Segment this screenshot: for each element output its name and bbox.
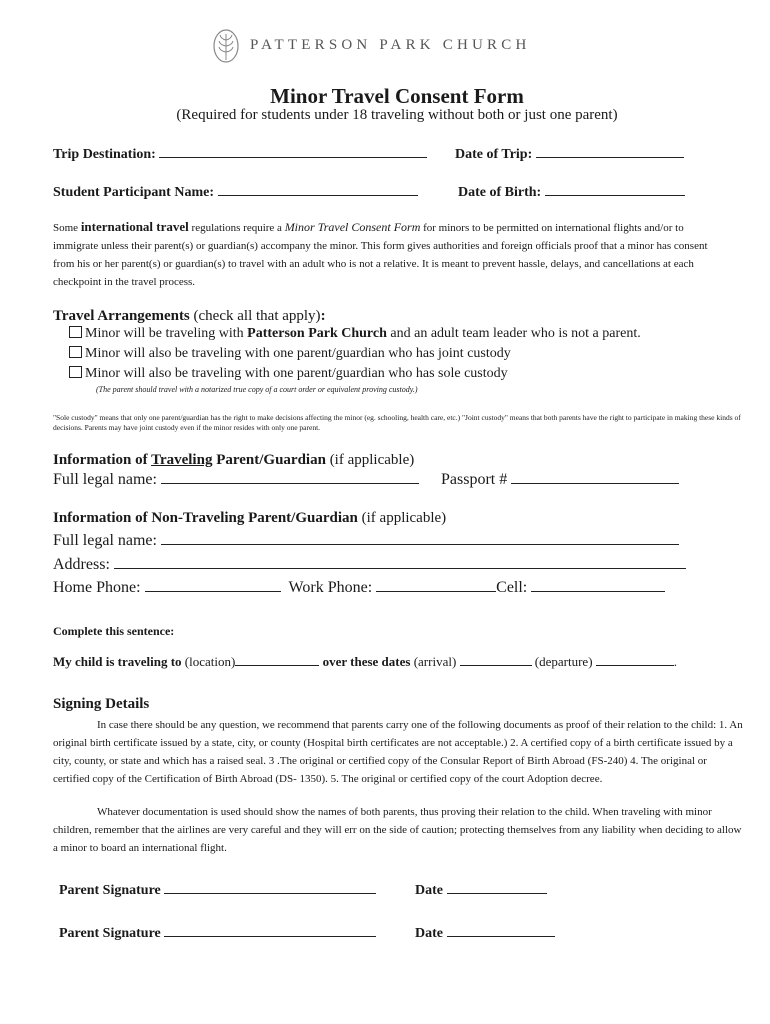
dob-label: Date of Birth: (458, 185, 542, 200)
cell-field[interactable] (531, 579, 665, 592)
checkbox-sole-custody[interactable] (69, 366, 82, 378)
trip-date-label: Date of Trip: (455, 147, 533, 162)
traveling-parent-heading: Information of Traveling Parent/Guardian (if applicable) (53, 452, 415, 468)
option-sole-custody[interactable]: Minor will also be traveling with one parent/guardian who has sole custody (69, 366, 508, 382)
student-name-label: Student Participant Name: (53, 185, 214, 200)
option-church-leader[interactable]: Minor will be traveling with Patterson Park Church and an adult team leader who is not a parent. (69, 326, 641, 342)
date-1-label: Date (415, 883, 443, 898)
work-phone-label: Work Phone: (288, 579, 373, 596)
parent-signature-2-field[interactable] (164, 924, 376, 937)
option-joint-custody[interactable]: Minor will also be traveling with one parent/guardian who has joint custody (69, 346, 511, 362)
date-1-field[interactable] (447, 881, 547, 894)
traveling-parent-name-row (53, 471, 419, 489)
signing-details-heading: Signing Details (53, 696, 150, 712)
non-traveling-name-row (53, 532, 679, 550)
location-field[interactable] (235, 653, 319, 666)
complete-sentence-label: Complete this sentence: (53, 624, 175, 638)
departure-field[interactable] (596, 653, 674, 666)
parent-signature-1-field[interactable] (164, 881, 376, 894)
date-2-row (415, 924, 555, 942)
trip-destination-label: Trip Destination: (53, 147, 156, 162)
cell-label: Cell: (496, 579, 528, 596)
trip-destination-row (53, 145, 427, 163)
church-name: PATTERSON PARK CHURCH (250, 37, 531, 53)
non-traveling-parent-heading: Information of Non-Traveling Parent/Guardian (if applicable) (53, 510, 447, 526)
address-row (53, 556, 686, 574)
student-name-field[interactable] (218, 183, 418, 196)
date-2-label: Date (415, 926, 443, 941)
date-2-field[interactable] (447, 924, 555, 937)
arrival-field[interactable] (460, 653, 532, 666)
passport-label: Passport # (441, 471, 508, 488)
parent-signature-1-row (59, 881, 376, 899)
travel-sentence: My child is traveling to (location) over these dates (arrival) (departure) . (53, 654, 678, 669)
checkbox-joint-custody[interactable] (69, 346, 82, 358)
signing-paragraph-2: Whatever documentation is used should show the names of both parents, thus proving their relation to the child. When traveling with minor children, remember that the airlines are very careful and they will err on the side of caution; protecting themselves from any liability when deciding to allow a minor to board an international flight. (53, 806, 742, 854)
wheat-leaf-icon (212, 28, 240, 64)
dob-field[interactable] (545, 183, 685, 196)
address-label: Address: (53, 556, 110, 573)
work-phone-field[interactable] (376, 579, 496, 592)
custody-definition: "Sole custody" means that only one parent/guardian has the right to make decisions affecting the minor (eg. schooling, health care, etc.) "Joint custody" means that both parents have the right to participate in making these kinds of decisions. Parents may have joint custody even if the minor resides with only one parent. (53, 413, 741, 432)
passport-field[interactable] (511, 471, 679, 484)
traveling-parent-name-label: Full legal name: (53, 471, 157, 488)
traveling-parent-name-field[interactable] (161, 471, 419, 484)
custody-note: (The parent should travel with a notarized true copy of a court order or equivalent proving custody.) (96, 385, 418, 394)
non-traveling-name-field[interactable] (161, 532, 679, 545)
passport-row (441, 471, 679, 489)
parent-signature-2-label: Parent Signature (59, 926, 161, 941)
phone-row (53, 579, 665, 597)
trip-destination-field[interactable] (159, 145, 427, 158)
parent-signature-1-label: Parent Signature (59, 883, 161, 898)
trip-date-field[interactable] (536, 145, 684, 158)
form-title: Minor Travel Consent Form (270, 84, 524, 108)
address-field[interactable] (114, 556, 686, 569)
student-name-row (53, 183, 418, 201)
home-phone-field[interactable] (145, 579, 281, 592)
trip-date-row (455, 145, 684, 163)
intro-paragraph: Some international travel regulations require a Minor Travel Consent Form for minors to be permitted on international flights and/or to immigrate unless their parent(s) or guardian(s) accompany the minor. This form gives authorities and foreign officials proof that a minor has consent from his or her parent(s) or guardian(s) to travel with an adult who is not a relative. It is meant to prevent hassle, delays, and cancellations at each checkpoint in the travel process. (53, 219, 708, 288)
non-traveling-name-label: Full legal name: (53, 532, 157, 549)
checkbox-church-leader[interactable] (69, 326, 82, 338)
date-1-row (415, 881, 547, 899)
signing-paragraph-1: In case there should be any question, we recommend that parents carry one of the following documents as proof of their relation to the child: 1. An original birth certificate issued by a state, city, or county (Hospital birth certificates are not acceptable.) 2. A certified copy of a birth certificate issued by a city, county, or state and which has a raised seal. 3 .The original or certified copy of the Consular Report of Birth Abroad (FS-240) 4. The original or certified copy of the Certification of Birth Abroad (DS- 1350). 5. The original or certified copy of the court Adoption decree. (53, 719, 743, 785)
dob-row (458, 183, 685, 201)
parent-signature-2-row (59, 924, 376, 942)
form-subtitle: (Required for students under 18 traveling without both or just one parent) (176, 107, 618, 123)
travel-arrangements-heading: Travel Arrangements (check all that apply): (53, 308, 326, 324)
home-phone-label: Home Phone: (53, 579, 141, 596)
